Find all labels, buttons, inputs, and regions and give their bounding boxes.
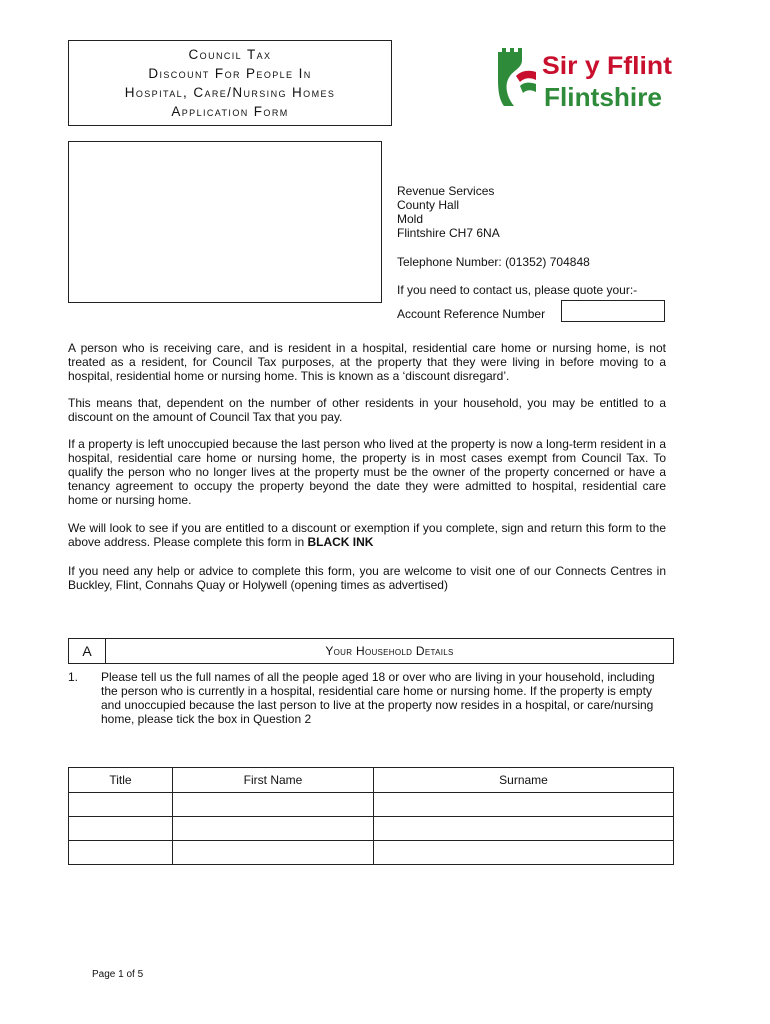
- table-row: [69, 841, 674, 865]
- question-1-text: Please tell us the full names of all the people aged 18 or over who are living in your household, including the person who is currently in a hospital, residential care home or nursing home. If the property is empty and unoccupied because the last person to live at the property now resides in a hospital, or care/nursing home, please tick the box in Question 2: [101, 670, 655, 726]
- first-name-cell[interactable]: [173, 817, 374, 841]
- account-reference-field[interactable]: [561, 300, 665, 322]
- table-header-row: [69, 768, 674, 793]
- first-name-column-header: First Name: [173, 768, 374, 793]
- intro-paragraph-4-text: We will look to see if you are entitled to a discount or exemption if you complete, sign and return this form to the above address. Please complete this form in: [68, 521, 666, 549]
- table-row: [69, 817, 674, 841]
- address-line-3: Mold: [397, 212, 424, 226]
- address-line-1: Revenue Services: [397, 184, 495, 198]
- form-title-line2: Discount For People In: [148, 66, 312, 81]
- surname-cell[interactable]: [374, 817, 674, 841]
- black-ink-emphasis: BLACK INK: [307, 535, 374, 549]
- logo-welsh-text: Sir y Fflint: [542, 52, 673, 80]
- address-line-2: County Hall: [397, 198, 460, 212]
- intro-paragraph-5: If you need any help or advice to complete this form, you are welcome to visit one of our Connects Centres in Buckley, Flint, Connahs Quay or Holywell (opening times as advertised): [68, 564, 666, 592]
- household-names-table: [68, 767, 674, 865]
- title-cell[interactable]: [69, 817, 173, 841]
- form-title-line3: Hospital, Care/Nursing Homes: [124, 85, 336, 100]
- table-row: [69, 793, 674, 817]
- section-a-header: [68, 638, 674, 664]
- surname-column-header: Surname: [374, 768, 674, 793]
- flintshire-logo: [496, 46, 676, 112]
- form-title-line1: Council Tax: [188, 47, 272, 62]
- form-title: [68, 40, 392, 126]
- form-title-line4: Application Form: [171, 104, 289, 119]
- intro-paragraph-3: If a property is left unoccupied because the last person who lived at the property is now a long-term resident in a hospital, residential care home or nursing home, the property is in most cases exempt from Council Tax. To qualify the person who no longer lives at the property must be the owner of the property concerned or have a tenancy agreement to occupy the property beyond the date they were admitted to hospital, residential care home or nursing home.: [68, 437, 666, 507]
- surname-cell[interactable]: [374, 841, 674, 865]
- telephone-number: Telephone Number: (01352) 704848: [397, 255, 590, 269]
- quote-instruction: If you need to contact us, please quote your:-: [397, 283, 638, 297]
- intro-paragraph-2: This means that, dependent on the number of other residents in your household, you may be entitled to a discount on the amount of Council Tax that you pay.: [68, 396, 666, 424]
- intro-paragraph-1: A person who is receiving care, and is resident in a hospital, residential care home or nursing home, is not treated as a resident, for Council Tax purposes, at the property that they were living in before moving to a hospital, residential home or nursing home. This is known as a ‘discount disregard’.: [68, 341, 666, 383]
- first-name-cell[interactable]: [173, 841, 374, 865]
- logo-english-text: Flintshire: [544, 82, 662, 112]
- surname-cell[interactable]: [374, 793, 674, 817]
- title-cell[interactable]: [69, 793, 173, 817]
- first-name-cell[interactable]: [173, 793, 374, 817]
- page-number: Page 1 of 5: [92, 969, 144, 980]
- return-address: [397, 184, 500, 240]
- castle-emblem-icon: [498, 48, 536, 106]
- section-heading: Your Household Details: [325, 644, 454, 658]
- title-column-header: Title: [69, 768, 173, 793]
- address-window-box: [68, 141, 382, 303]
- address-line-4: Flintshire CH7 6NA: [397, 226, 500, 240]
- account-reference-label: Account Reference Number: [397, 307, 546, 321]
- title-cell[interactable]: [69, 841, 173, 865]
- section-letter: A: [69, 639, 106, 663]
- question-1-number: 1.: [68, 670, 79, 684]
- intro-paragraph-4: [68, 521, 666, 549]
